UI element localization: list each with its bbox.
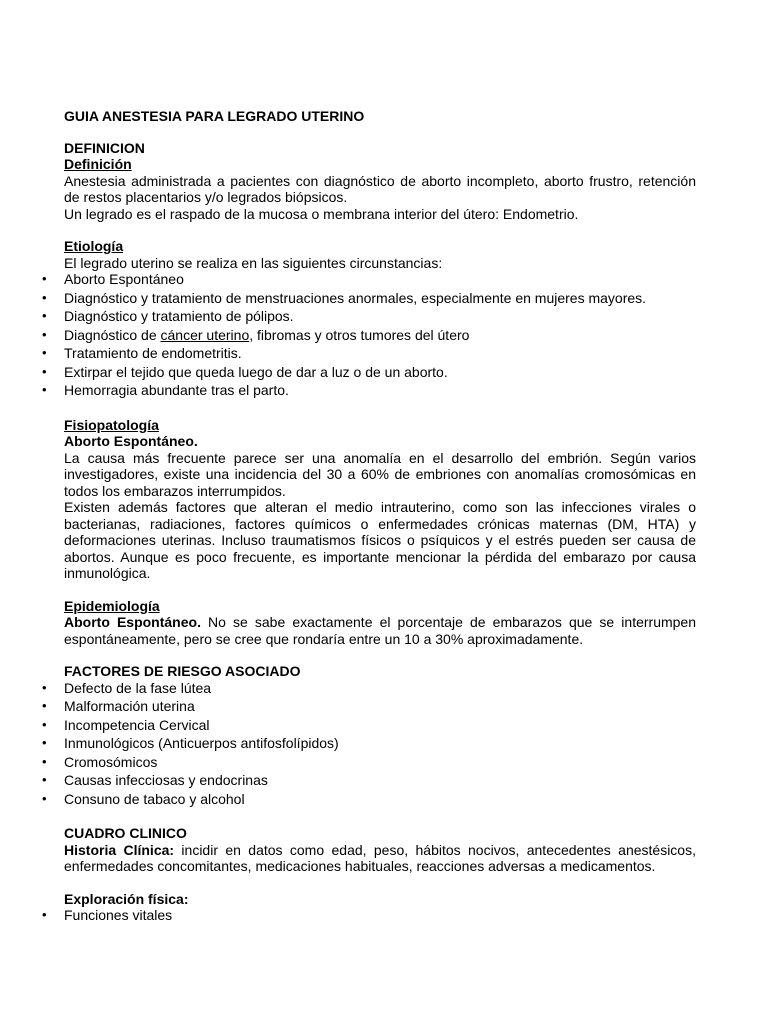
list-item: • Tratamiento de endometritis.	[42, 345, 242, 361]
list-item: • Consuno de tabaco y alcohol	[42, 790, 245, 807]
bullet-icon: •	[42, 790, 47, 806]
bullet-icon: •	[42, 345, 47, 360]
bullet-icon: •	[42, 308, 47, 323]
bullet-icon: •	[42, 716, 47, 732]
historia-clinica-paragraph: Historia Clínica: incidir en datos como edad, peso, hábitos nocivos, antecedentes anestésicos, enfermedades concomitantes, medicaciones habituales, reacciones adversas a medicamentos.	[64, 841, 696, 874]
bullet-icon: •	[42, 289, 47, 305]
fisiopatologia-paragraph-2: Existen además factores que alteran el medio intrauterino, como son las infecciones virales o bacterianas, radiaciones, factores químicos o enfermedades crónicas maternas (DM, HTA) y deformaciones uterinas. Incluso traumatismos físicos o psíquicos y el estrés pueden ser causa de abortos. Aunque es poco frecuente, es importante mencionar la pérdida del embarazo por causa inmunológica.	[64, 499, 696, 581]
fisiopatologia-paragraph-1: La causa más frecuente parece ser una anomalía en el desarrollo del embrión. Según varios investigadores, existe una incidencia del 30 a 60% de embriones con anomalías cromosómicas en todos los embarazos interrumpidos.	[64, 449, 696, 499]
list-item: • Diagnóstico y tratamiento de menstruaciones anormales, especialmente en mujeres mayores.	[42, 289, 647, 306]
etiologia-intro: El legrado uterino se realiza en las siguientes circunstancias:	[64, 254, 443, 271]
etiologia-list	[42, 271, 696, 399]
epidemiologia-paragraph: Aborto Espontáneo. No se sabe exactamente el porcentaje de embarazos que se interrumpen espontáneamente, pero se cree que rondaría entre un 10 a 30% aproximadamente.	[64, 614, 696, 647]
bullet-icon: •	[42, 271, 47, 286]
list-item: • Diagnóstico y tratamiento de pólipos.	[42, 308, 294, 324]
list-item: • Funciones vitales	[42, 907, 173, 923]
list-item: • Incompetencia Cervical	[42, 716, 210, 733]
bullet-icon: •	[42, 907, 47, 922]
fisiopatologia-subheading: Fisiopatología	[64, 416, 159, 433]
document-title: GUIA ANESTESIA PARA LEGRADO UTERINO	[64, 108, 365, 124]
factores-heading: FACTORES DE RIESGO ASOCIADO	[64, 663, 301, 679]
definicion-paragraph-1: Anestesia administrada a pacientes con diagnóstico de aborto incompleto, aborto frustro, retención de restos placentarios y/o legrados biópsicos.	[64, 172, 696, 205]
definicion-subheading: Definición	[64, 156, 132, 172]
exploracion-list	[42, 907, 696, 924]
bullet-icon: •	[42, 772, 47, 787]
list-item: • Inmunológicos (Anticuerpos antifosfolípidos)	[42, 735, 339, 751]
definicion-heading: DEFINICION	[64, 139, 145, 156]
list-item: • Malformación uterina	[42, 698, 195, 714]
list-item: • Diagnóstico de cáncer uterino, fibromas y otros tumores del útero	[42, 326, 470, 343]
cuadro-clinico-heading: CUADRO CLINICO	[64, 825, 187, 841]
bullet-icon: •	[42, 326, 47, 342]
list-item: • Aborto Espontáneo	[42, 271, 184, 287]
bullet-icon: •	[42, 363, 47, 379]
list-item: • Causas infecciosas y endocrinas	[42, 772, 268, 788]
cancer-uterino-link[interactable]: cáncer uterino	[160, 326, 250, 343]
exploracion-fisica-heading: Exploración física:	[64, 890, 189, 907]
definicion-paragraph-2: Un legrado es el raspado de la mucosa o membrana interior del útero: Endometrio.	[64, 205, 579, 222]
list-item: • Defecto de la fase lútea	[42, 679, 212, 696]
bullet-icon: •	[42, 698, 47, 713]
bullet-icon: •	[42, 382, 47, 397]
bullet-icon: •	[42, 753, 47, 769]
fisiopatologia-bold: Aborto Espontáneo.	[64, 433, 198, 449]
bullet-icon: •	[42, 679, 47, 695]
list-item: • Extirpar el tejido que queda luego de dar a luz o de un aborto.	[42, 363, 448, 380]
factores-list	[42, 679, 696, 808]
etiologia-subheading: Etiología	[64, 238, 124, 254]
list-item: • Hemorragia abundante tras el parto.	[42, 382, 289, 398]
list-item: • Cromosómicos	[42, 753, 158, 770]
bullet-icon: •	[42, 735, 47, 750]
epidemiologia-subheading: Epidemiología	[64, 597, 160, 614]
